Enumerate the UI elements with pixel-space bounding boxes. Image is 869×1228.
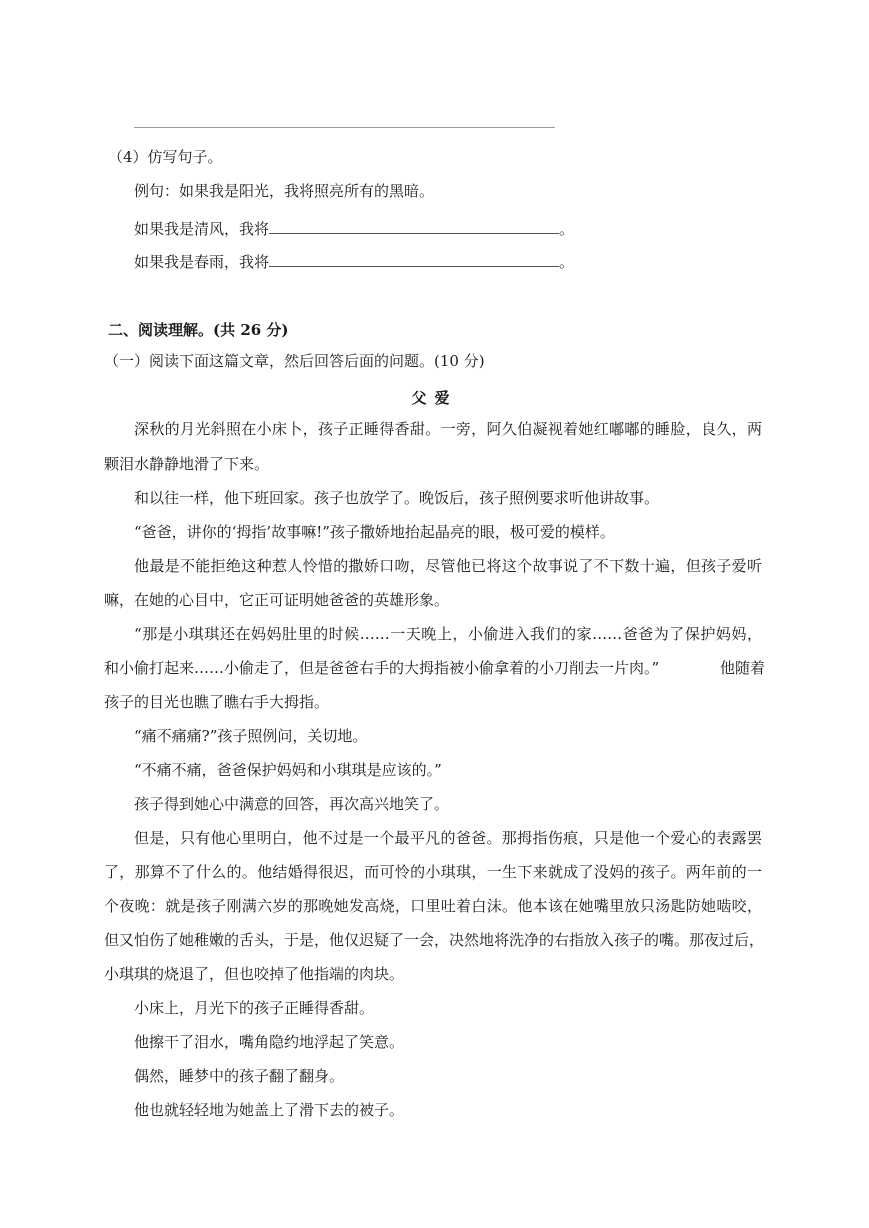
paragraph-9-line-5: 小琪琪的烧退了，但也咬掉了他指端的肉块。 [104,965,405,983]
paragraph-8: 孩子得到她心中满意的回答，再次高兴地笑了。 [134,795,450,813]
paragraph-2: 和以往一样，他下班回家。孩子也放学了。晚饭后，孩子照例要求听他讲故事。 [134,489,660,507]
example-sentence: 例句：如果我是阳光，我将照亮所有的黑暗。 [134,182,435,200]
question-4-heading: （4）仿写句子。 [108,148,223,166]
paragraph-6: “痛不痛痛?”孩子照例问，关切地。 [134,727,368,745]
paragraph-13: 他也就轻轻地为她盖上了滑下去的被子。 [134,1101,405,1119]
article-title: 父爱 [411,389,458,407]
sentence-2-blank[interactable] [269,252,559,267]
paragraph-9-line-3: 个夜晚：就是孩子刚满六岁的那晚她发高烧，口里吐着白沫。他本该在她嘴里放只汤匙防她啮咬， [104,897,762,915]
paragraph-7: “不痛不痛，爸爸保护妈妈和小琪琪是应该的。” [134,761,442,779]
paragraph-9-line-2: 了，那算不了什么的。他结婚得很迟，而可怜的小琪琪，一生下来就成了没妈的孩子。两年前的一 [104,863,762,881]
section-2-heading: 二、阅读理解。(共 26 分) [108,321,289,339]
sentence-2-prefix: 如果我是春雨，我将 [134,253,270,271]
paragraph-5-line-2: 和小偷打起来……小偷走了，但是爸爸右手的大拇指被小偷拿着的小刀削去一片肉。” [104,659,660,677]
paragraph-9-line-4: 但又怕伤了她稚嫩的舌头，于是，他仅迟疑了一会，决然地将洗净的右指放入孩子的嘴。那夜过后， [104,931,765,949]
paragraph-5-line-2-tail: 他随着 [720,659,766,677]
imitation-sentence-2 [134,252,574,270]
part-1-instruction: （一）阅读下面这篇文章，然后回答后面的问题。(10 分) [104,352,485,370]
paragraph-3: “爸爸，讲你的‘拇指’故事嘛!”孩子撒娇地抬起晶亮的眼，极可爱的模样。 [134,523,615,541]
paragraph-1-line-1: 深秋的月光斜照在小床卜，孩子正睡得香甜。一旁，阿久伯凝视着她红嘟嘟的睡脸，良久，两 [134,420,762,438]
sentence-1-prefix: 如果我是清风，我将 [134,220,270,238]
paragraph-1-line-2: 颗泪水静静地滑了下来。 [104,455,270,473]
paragraph-5-line-1: “那是小琪琪还在妈妈肚里的时候……一天晚上，小偷进入我们的家……爸爸为了保护妈妈， [134,625,762,643]
sentence-1-blank[interactable] [269,219,559,234]
paragraph-11: 他擦干了泪水，嘴角隐约地浮起了笑意。 [134,1033,405,1051]
paragraph-4-line-2: 嘛，在她的心目中，它正可证明她爸爸的英雄形象。 [104,591,450,609]
paragraph-9-line-1: 但是，只有他心里明白，他不过是一个最平凡的爸爸。那拇指伤痕，只是他一个爱心的表露罢 [134,829,762,847]
sentence-2-end: 。 [559,253,575,271]
answer-blank-line[interactable] [134,127,555,128]
paragraph-12: 偶然，睡梦中的孩子翻了翻身。 [134,1067,345,1085]
sentence-1-end: 。 [559,220,575,238]
paragraph-10: 小床上，月光下的孩子正睡得香甜。 [134,999,375,1017]
imitation-sentence-1 [134,219,574,237]
paragraph-5-line-3: 孩子的目光也瞧了瞧右手大拇指。 [104,693,330,711]
paragraph-4-line-1: 他最是不能拒绝这种惹人怜惜的撒娇口吻，尽管他已将这个故事说了不下数十遍，但孩子爱听 [134,557,762,575]
